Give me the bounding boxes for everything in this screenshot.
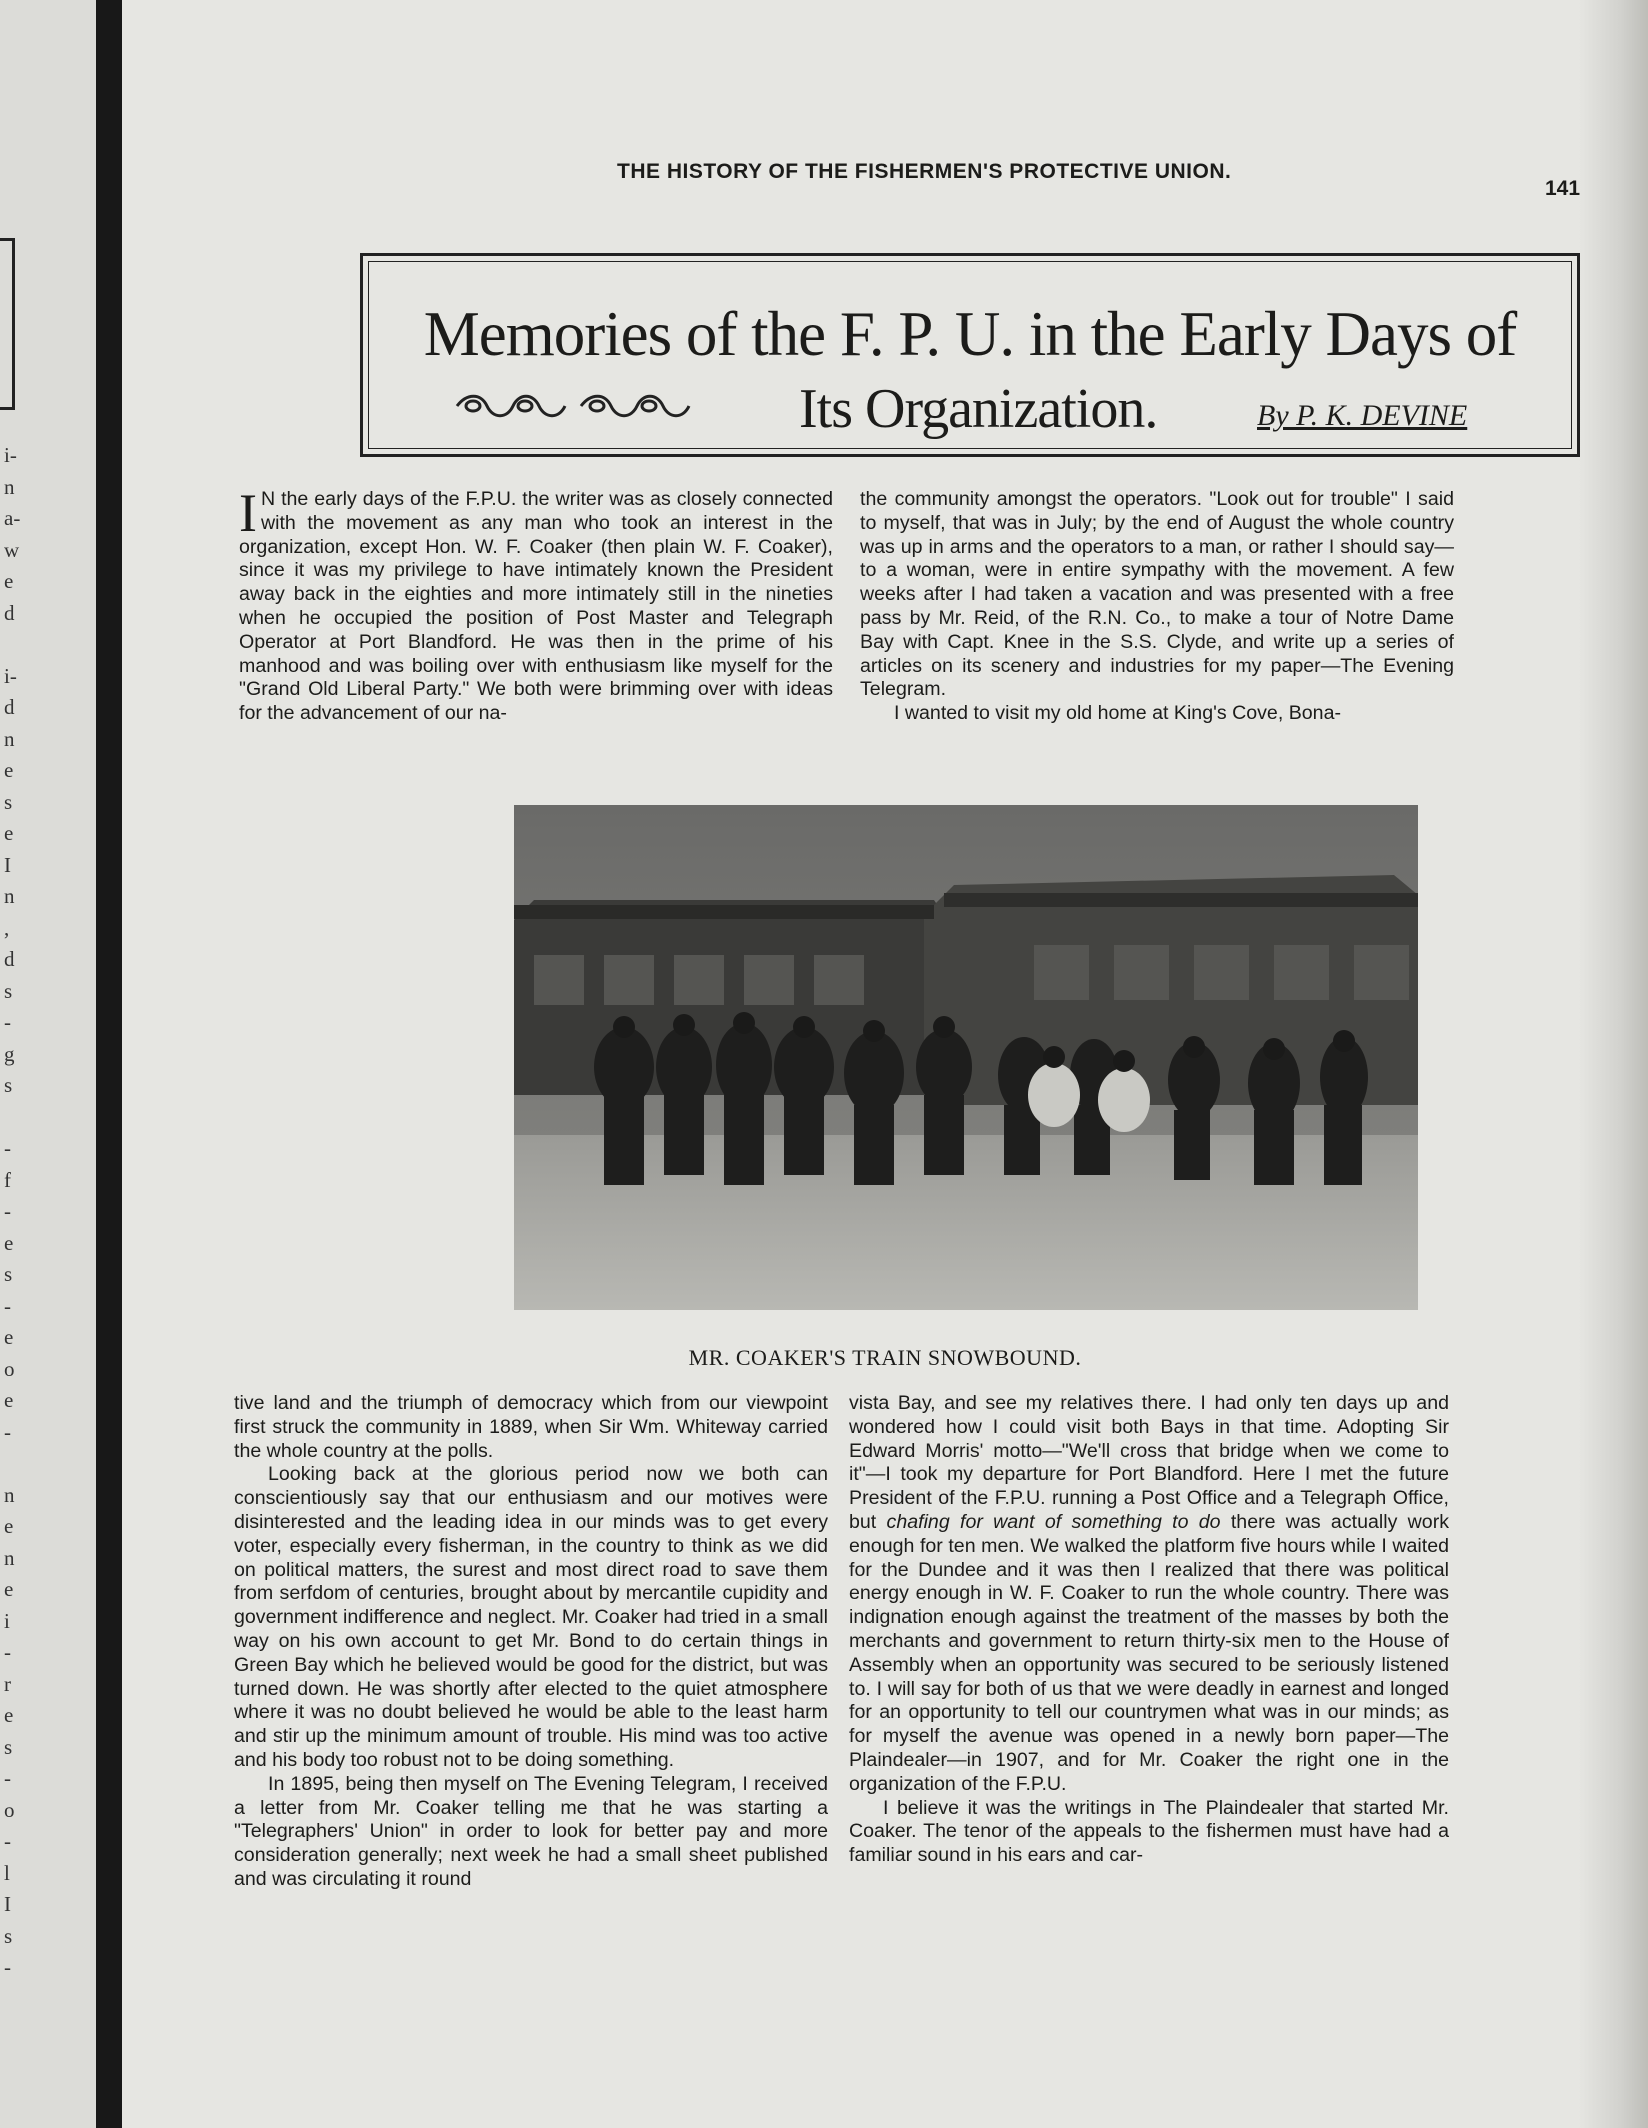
paragraph-text: vista Bay, and see my relatives there. I had only ten days up and wondered how I could visit both Bays in that time. Adopting Sir Edward Morris' motto—"We'll cross that bridge when we come to it"—I took my departure for Port Blandford. Here I met the future President of the F.P.U. running a Post Office and a Telegraph Office, but (849, 1392, 1449, 1533)
paragraph-text: N the early days of the F.P.U. the writer was as closely connected with the movement as any man who took an interest in the organization, except Hon. W. F. Coaker (then plain W. F. Coaker), since it was my privilege to have intimately known the President away back in the eighties and more intimately still in the nineties when he occupied the position of Post Master and Telegraph Operator at Port Blandford. He was then in the prime of his manhood and was boiling over with enthusiasm like myself for the "Grand Old Liberal Party." We both were brimming over with ideas for the advancement of our na- (239, 488, 833, 725)
article-title-line2: Its Organization. (799, 378, 1158, 440)
left-page-fragment: d (4, 600, 15, 625)
left-page-fragment: n (4, 1545, 15, 1570)
left-page-fragment: - (4, 1766, 11, 1790)
paragraph-text: there was actually work enough for ten men. We walked the platform five hours while I waited for the Dundee and it was then I realized that there was political energy enough in W. F. Coaker to run the whole country. There was indignation enough against the treatment of the masses by both the merchants and government to return thirty-six men to the House of Assembly when an opportunity was secured to be seriously listened to. I will say for both of us that we were deadly in earnest and longed for an opportunity to tell our countrymen what was in our minds; as for myself the avenue was opened in a newly born paper—The Plaindealer—in 1907, and for Mr. Coaker the right one in the organization of the F.P.U. (849, 1510, 1450, 1795)
left-page-fragment: s (4, 1923, 13, 1948)
ornament-icon (453, 389, 693, 423)
left-page-fragment: e (4, 821, 14, 845)
left-page-fragment: a- (4, 506, 21, 530)
title-box-inner (368, 261, 1572, 449)
left-page-fragment: , (4, 915, 10, 940)
left-page-fragment: e (4, 569, 14, 593)
left-page-fragment: f (4, 1167, 11, 1192)
paragraph (239, 483, 833, 726)
paragraph: Looking back at the glorious period now we both can conscientiously say that our enthusiasm and our motives were disinterested and the leading idea in our minds was to get every voter, especially every fisherman, in the country to think as we did on political matters, the surest and most direct road to save them from serfdom of centuries, brought about by mercantile cupidity and government indifference and neglect. Mr. Coaker had tried in a small way on his own account to get Mr. Bond to do certain things in Green Bay which he believed would be good for the district, but was turned down. He was shortly after elected to the quiet atmosphere where it was no doubt believed he would be able to the least harm and stir up the minimum amount of trouble. His mind was too active and his body too robust not to be doing something. (234, 1463, 828, 1771)
left-page-fragment: o (4, 1356, 15, 1381)
article-title-line1: Memories of the F. P. U. in the Early Days of (423, 299, 1517, 369)
left-page-fragment (4, 1102, 18, 1134)
train-snowbound-photo-icon (514, 805, 1418, 1310)
left-page-fragment: i- (4, 663, 17, 688)
left-page-fragment: I (4, 1892, 11, 1916)
left-page-fragment: n (4, 474, 15, 499)
left-page-fragment: - (4, 1136, 11, 1160)
left-page-fragment: r (4, 1671, 11, 1696)
left-page-fragment: I (4, 852, 11, 877)
byline: By P. K. DEVINE (1257, 399, 1468, 432)
right-page (122, 0, 1648, 2128)
left-page-fragment: s (4, 1073, 13, 1097)
left-page-fragment: e (4, 1230, 14, 1255)
left-page-fragment: w (4, 537, 20, 562)
left-page-fragment: o (4, 1797, 15, 1822)
left-page-fragment: i- (4, 443, 17, 467)
left-page-fragment: - (4, 1829, 11, 1853)
left-page-fragment (4, 1448, 18, 1480)
column-1-bottom (234, 1392, 828, 1892)
left-page-fragment: e (4, 1325, 14, 1349)
paragraph (849, 1392, 1449, 1797)
left-page-fragment: - (4, 1010, 11, 1034)
page-number: 141 (1545, 177, 1581, 200)
paragraph: In 1895, being then myself on The Evening Telegram, I received a letter from Mr. Coaker telling me that he was starting a "Telegraphers' Union" in order to look for better pay and more consideration generally; next week he had a small sheet published and was circulating it round (234, 1772, 828, 1890)
book-spine (96, 0, 122, 2128)
left-page-fragment: d (4, 947, 15, 971)
left-page-fragment: - (4, 1640, 11, 1664)
left-page-fragment: l (4, 1860, 10, 1885)
paragraph: the community amongst the operators. "Look out for trouble" I said to myself, that was in July; by the end of August the whole country was up in arms and the operators to a man, or rather I should say—to a woman, were in entire sympathy with the movement. A few weeks after I had taken a vacation and was presented with a free pass by Mr. Reid, of the R.N. Co., to make a tour of Notre Dame Bay with Capt. Knee in the S.S. Clyde, and write up a series of articles on its scenery and industries for my paper—The Evening Telegram. (860, 488, 1454, 701)
left-page-fragment: - (4, 1199, 11, 1223)
left-page-fragment: - (4, 1293, 11, 1318)
running-head: THE HISTORY OF THE FISHERMEN'S PROTECTIVE UNION. (617, 160, 1232, 183)
left-page-fragment (4, 629, 18, 661)
paragraph: I wanted to visit my old home at King's Cove, Bona- (894, 702, 1341, 725)
left-page-fragment: - (4, 1955, 11, 1979)
left-page-fragment: e (4, 1388, 14, 1412)
left-page-fragment: n (4, 884, 15, 908)
left-page-fragment: e (4, 1703, 14, 1727)
title-box (360, 253, 1580, 457)
left-page-fragment: i (4, 1608, 10, 1633)
drop-cap: I (239, 483, 257, 543)
left-page-fragment: e (4, 1577, 14, 1601)
left-page-fragment: d (4, 695, 15, 719)
left-page-fragment: e (4, 1514, 14, 1538)
left-page-fragment: - (4, 1419, 11, 1444)
paragraph: I believe it was the writings in The Plaindealer that started Mr. Coaker. The tenor of the appeals to the fishermen must have had a familiar sound in his ears and car- (849, 1796, 1449, 1867)
left-page-fragment: e (4, 758, 14, 782)
column-2-top (860, 488, 1454, 726)
left-page-fragment: g (4, 1041, 15, 1066)
left-page-frame (0, 238, 15, 410)
train-photo (514, 805, 1418, 1310)
left-page-fragment: s (4, 1262, 13, 1286)
photo-caption: MR. COAKER'S TRAIN SNOWBOUND. (688, 1345, 1082, 1370)
left-page-fragment: s (4, 789, 13, 814)
paragraph: tive land and the triumph of democracy which from our viewpoint first struck the community in 1889, when Sir Wm. Whiteway carried the whole country at the polls. (234, 1392, 828, 1462)
italic-phrase: chafing for want of something to do (886, 1510, 1221, 1533)
left-page-fragment: s (4, 978, 13, 1003)
left-page-fragment: n (4, 726, 15, 751)
page-edge (1578, 0, 1648, 2128)
column-2-bottom (849, 1392, 1449, 1868)
column-1-top (239, 483, 833, 726)
left-page-fragment: s (4, 1734, 13, 1759)
left-page-fragments (4, 440, 21, 1984)
left-page-fragment: n (4, 1482, 15, 1507)
